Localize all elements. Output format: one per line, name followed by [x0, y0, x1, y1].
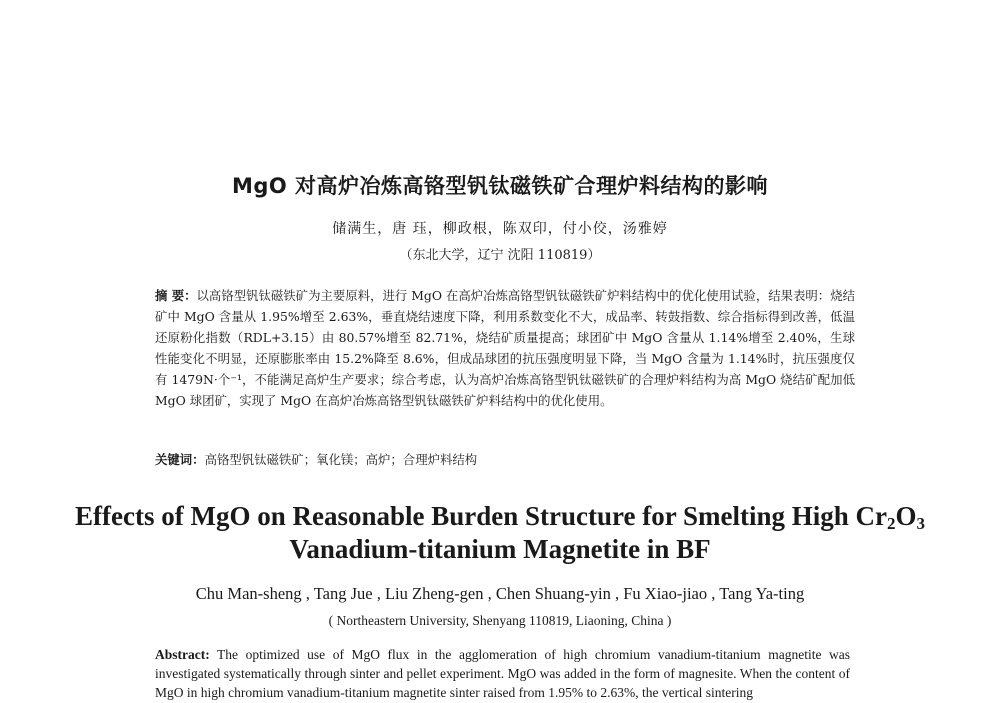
chinese-affiliation: （东北大学，辽宁 沈阳 110819） — [399, 248, 601, 263]
english-abstract-text: The optimized use of MgO flux in the agglomeration of high chromium vanadium-titanium magnetite was investigated systematically through sinter and pellet experiment. MgO was added in the form of magnesite. When the content of MgO in high chromium vanadium-titanium magnetite sinter raised from 1.95% to 2.63%, the vertical sintering — [155, 647, 850, 700]
title-subscript-2: 2 — [886, 514, 896, 533]
title-subscript-3: 3 — [916, 514, 925, 533]
chinese-keywords-label: 关键词： — [155, 452, 205, 467]
chinese-keywords — [155, 450, 855, 468]
english-abstract — [155, 645, 850, 702]
chinese-keywords-text: 高铬型钒钛磁铁矿；氧化镁；高炉；合理炉料结构 — [204, 452, 478, 467]
english-title-text: Effects of MgO on Reasonable Burden Structure for Smelting High Cr — [75, 501, 887, 531]
title-oxygen: O — [895, 501, 917, 531]
chinese-abstract — [155, 285, 855, 411]
english-affiliation: ( Northeastern University, Shenyang 110819, Liaoning, China ) — [328, 613, 672, 628]
chinese-title: MgO 对高炉冶炼高铬型钒钛磁铁矿合理炉料结构的影响 — [231, 174, 769, 198]
chinese-abstract-text: 以高铬型钒钛磁铁矿为主要原料，进行 MgO 在高炉冶炼高铬型钒钛磁铁矿炉料结构中的优化使用试验，结果表明：烧结矿中 MgO 含量从 1.95%增至 2.63%，垂直烧结速度下降，利用系数变化不大，成品率、转鼓指数、综合指标得到改善，低温还原粉化指数（RDL+3.15）由 80.57%增至 82.71%，烧结矿质量提高；球团矿中 MgO 含量从 1.14%增至 2.40%，生球性能变化不明显，还原膨胀率由 15.2%降至 8.6%，但成品球团的抗压强度明显下降，当 MgO 含量为 1.14%时，抗压强度仅有 1479N·个⁻¹，不能满足高炉生产要求；综合考虑，认为高炉冶炼高铬型钒钛磁铁矿的合理炉料结构为高 MgO 烧结矿配加低 MgO 球团矿，实现了 MgO 在高炉冶炼高铬型钒钛磁铁矿炉料结构中的优化使用。 — [155, 288, 855, 408]
english-authors: Chu Man-sheng , Tang Jue , Liu Zheng-gen , Chen Shuang-yin , Fu Xiao-jiao , Tang Ya-ting — [195, 584, 805, 603]
chinese-authors: 储满生，唐 珏，柳政根，陈双印，付小佼，汤雅婷 — [332, 221, 668, 237]
chinese-abstract-label: 摘 要： — [155, 288, 197, 303]
english-title-line2: Vanadium-titanium Magnetite in BF — [289, 534, 711, 564]
english-title-line1 — [0, 500, 1000, 533]
english-title — [0, 500, 1000, 566]
english-abstract-label: Abstract: — [155, 647, 210, 662]
